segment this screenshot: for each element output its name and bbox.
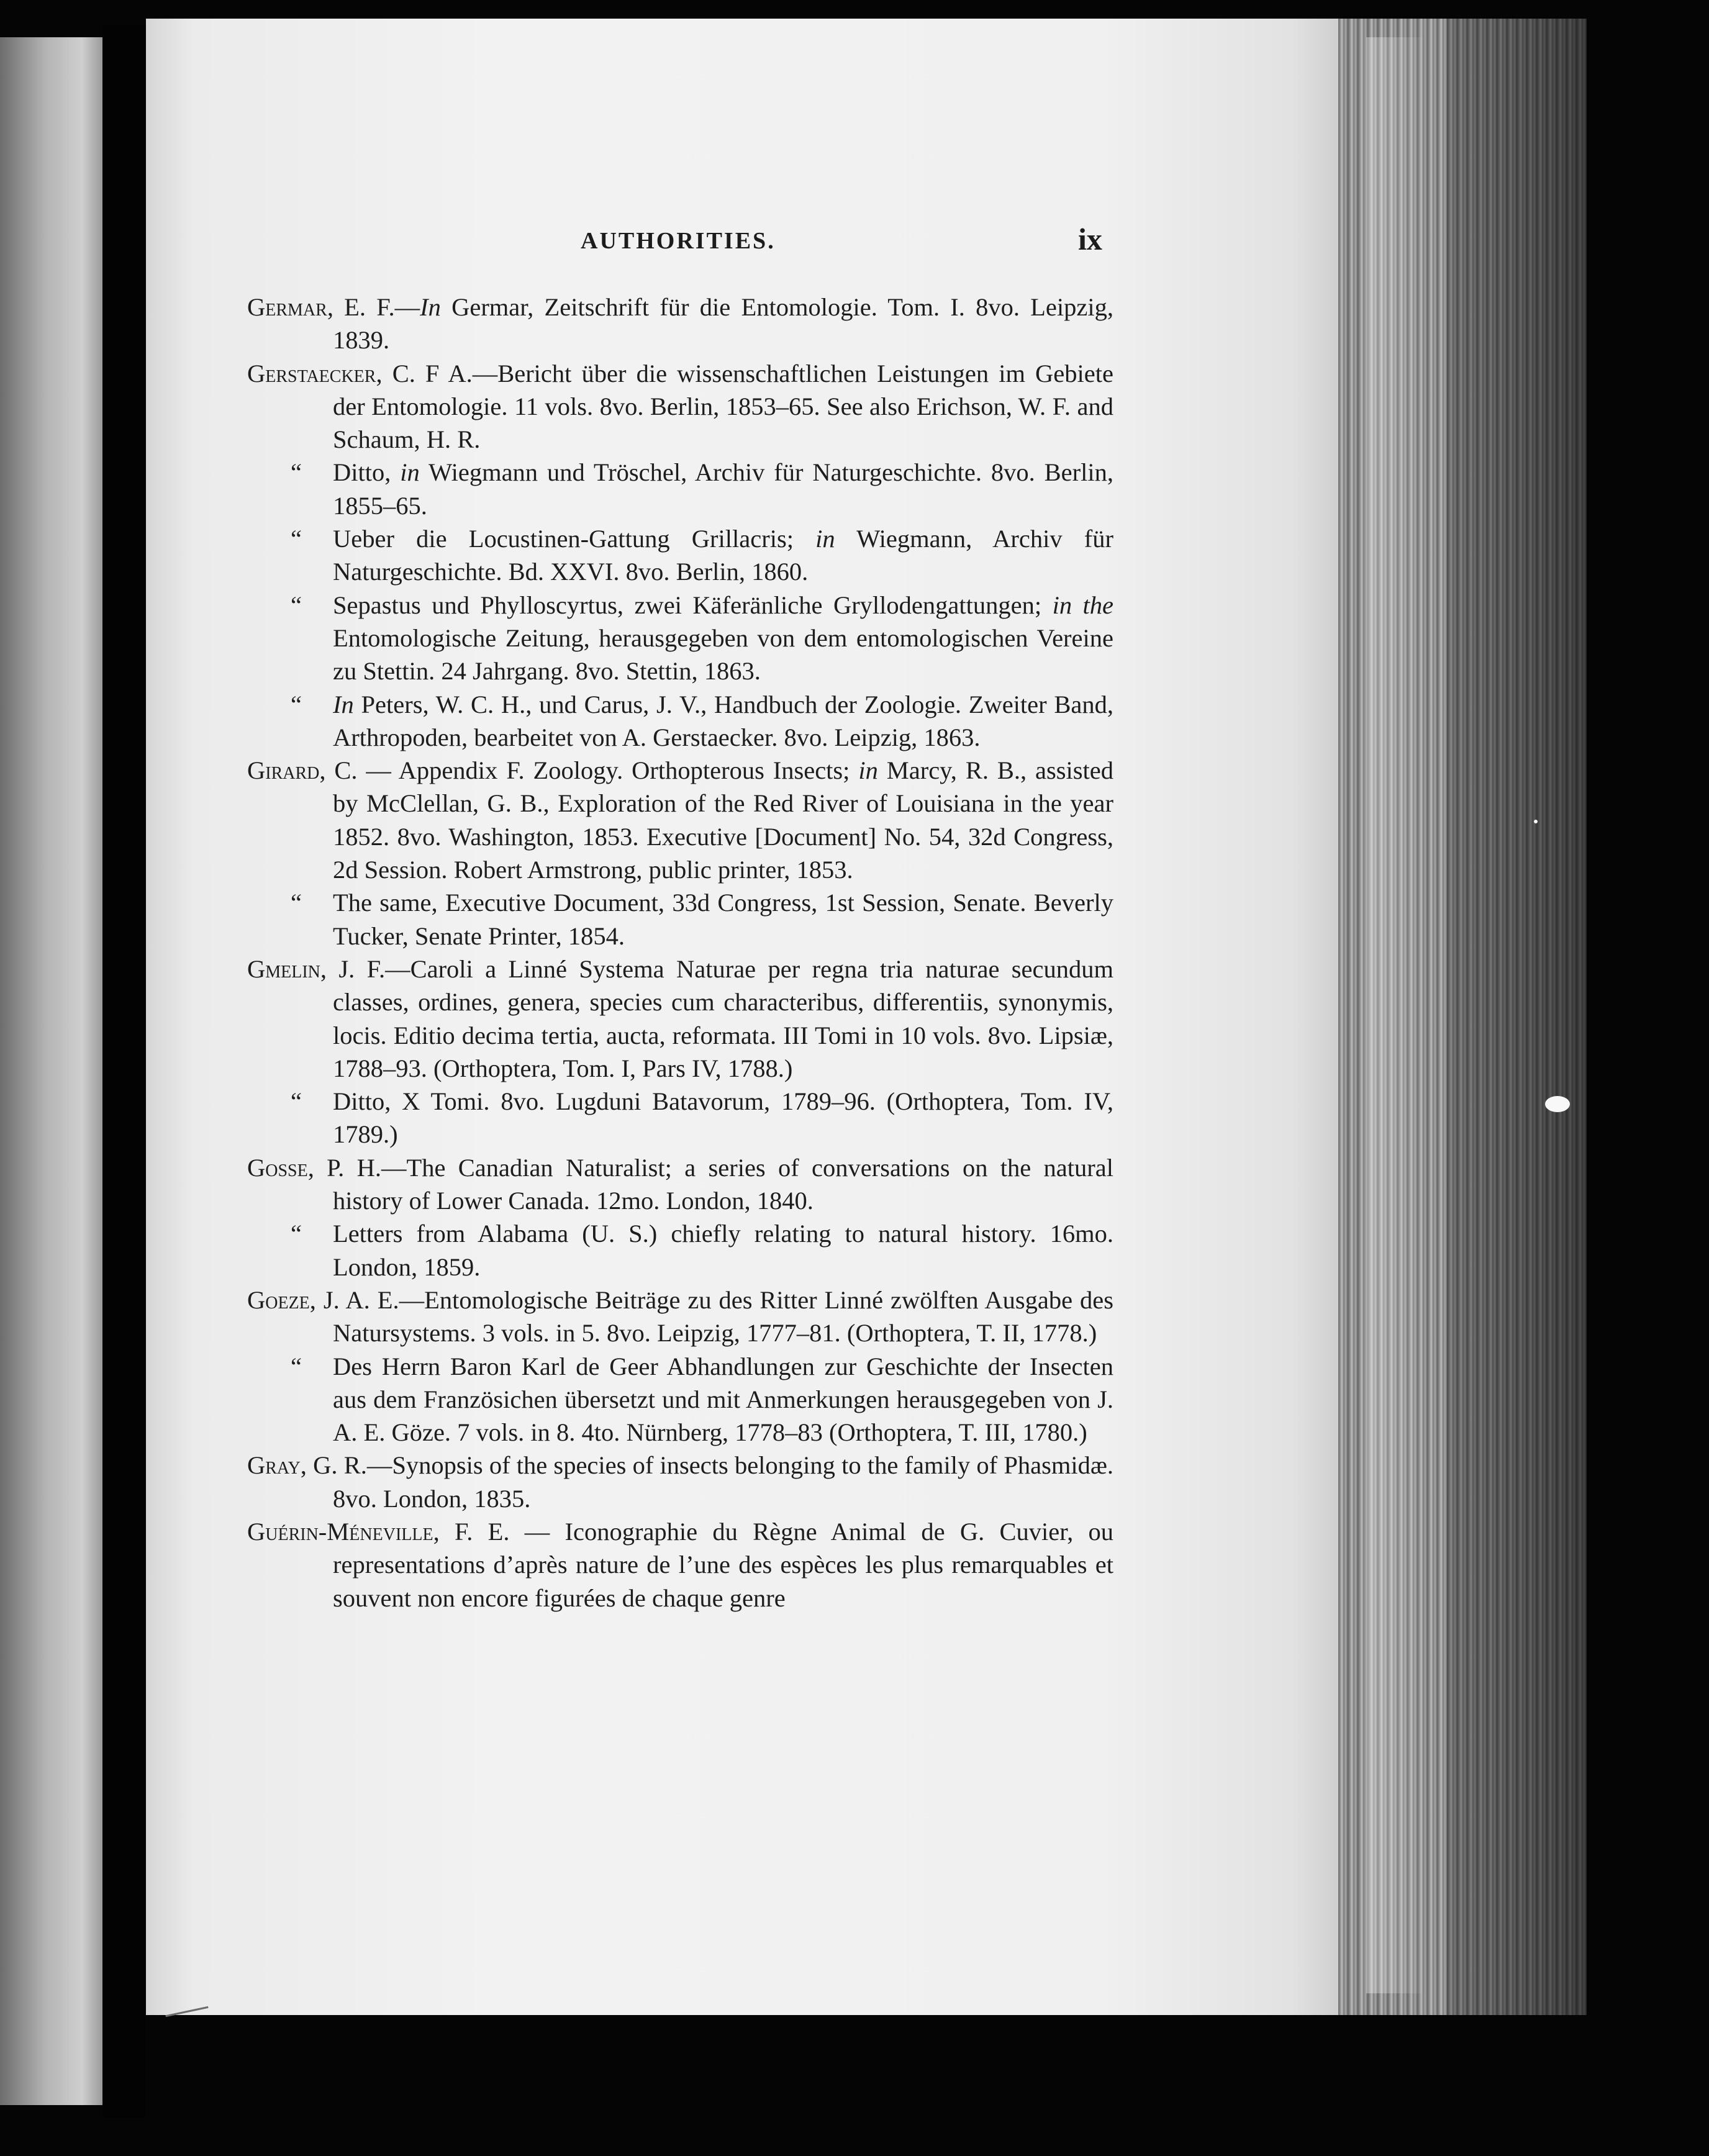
- entry-author: Gosse: [247, 1153, 308, 1182]
- entry-italic: in: [400, 458, 420, 487]
- entry-author: Guérin-Méneville: [247, 1517, 433, 1546]
- entry-text: Caroli a Linné Systema Naturae per regna tria naturae secundum classes, ordines, genera, species cum characteribus, differentiis, synonymis, locis. Editio decima tertia, aucta, reformata. III Tomi in 10 vols. 8vo. Lipsiæ, 1788–93. (Orthoptera, Tom. I, Pars IV, 1788.): [333, 954, 1114, 1082]
- entry-text: The same, Executive Document, 33d Congress, 1st Session, Senate. Beverly Tucker, Senate Printer, 1854.: [333, 889, 1113, 950]
- entry-author: Germar: [247, 293, 327, 321]
- entry-gerstaecker: [247, 357, 1113, 456]
- entry-text: Synopsis of the species of insects belonging to the family of Phasmidæ. 8vo. London, 1835.: [333, 1451, 1113, 1513]
- entry-gmelin: [247, 953, 1113, 1085]
- entry-author: Gerstaecker: [247, 359, 376, 387]
- entry-text: Iconographie du Règne Animal de G. Cuvier, ou representations d’après nature de l’une des espèces les plus remarquables et souvent non encore figurées de chaque genre: [333, 1517, 1113, 1612]
- entry-author: Goeze: [247, 1285, 310, 1314]
- ditto-mark: “: [291, 1220, 302, 1248]
- entry-text-pre: Sepastus und Phylloscyrtus, zwei Käferänliche Gryllodengattungen;: [333, 591, 1053, 619]
- entry-guerin-meneville: [247, 1515, 1113, 1615]
- entry-italic: in the: [1052, 591, 1113, 619]
- entry-text: Wiegmann, Archiv für Naturgeschichte. Bd. XXVI. 8vo. Berlin, 1860.: [333, 525, 1114, 586]
- entry-text: Bericht über die wissenschaftlichen Leistungen im Gebiete der Entomologie. 11 vols. 8vo. Berlin, 1853–65. See also Erichson, W. F. and Schaum, H. R.: [333, 359, 1113, 454]
- entry-text-pre: Ditto,: [333, 458, 401, 487]
- entry-gmelin-ditto-1: [247, 1085, 1113, 1151]
- entry-text: Letters from Alabama (U. S.) chiefly relating to natural history. 16mo. London, 1859.: [333, 1220, 1113, 1281]
- entry-text: Marcy, R. B., assisted by McClellan, G. B., Exploration of the Red River of Louisiana in the year 1852. 8vo. Washington, 1853. Executive [Document] No. 54, 32d Congress, 2d Session. Robert Armstrong, public printer, 1853.: [333, 756, 1113, 884]
- entry-author-initials: , E. F.—: [327, 293, 420, 321]
- book-gutter: [102, 25, 146, 2118]
- ditto-mark: “: [291, 1087, 302, 1116]
- entry-italic: In: [420, 293, 441, 321]
- authorities-list: [247, 291, 1113, 1615]
- entry-author-initials: , F. E. —: [433, 1517, 565, 1546]
- entry-author: Girard: [247, 756, 320, 785]
- entry-author-initials: , P. H.—: [307, 1153, 407, 1182]
- ditto-mark: “: [291, 458, 302, 487]
- entry-text: Entomologische Beiträge zu des Ritter Linné zwölften Ausgabe des Natursystems. 3 vols. in 5. 8vo. Leipzig, 1777–81. (Orthoptera, T. II, 1778.): [333, 1285, 1113, 1348]
- entry-text: Ditto, X Tomi. 8vo. Lugduni Batavorum, 1789–96. (Orthoptera, Tom. IV, 1789.): [333, 1087, 1113, 1149]
- ditto-mark: “: [291, 889, 302, 917]
- entry-author: Gmelin: [247, 954, 320, 983]
- entry-text-pre: Ueber die Locustinen-Gattung Grillacris;: [333, 525, 816, 553]
- entry-girard: [247, 754, 1113, 886]
- page-edges-highlight: [1366, 37, 1422, 1993]
- entry-author-initials: , J. A. E.—: [309, 1285, 425, 1314]
- entry-gray: [247, 1449, 1113, 1515]
- entry-gerstaecker-ditto-1: [247, 456, 1113, 522]
- entry-author-initials: , C. F A.—: [376, 359, 498, 387]
- left-page-edge: [0, 37, 102, 2105]
- ditto-mark: “: [291, 591, 302, 619]
- entry-text: The Canadian Naturalist; a series of conversations on the natural history of Lower Canada. 12mo. London, 1840.: [333, 1153, 1113, 1215]
- entry-italic: in: [858, 756, 878, 785]
- scan-speck: [1534, 820, 1538, 823]
- ditto-mark: “: [291, 525, 302, 553]
- entry-italic: in: [815, 525, 835, 553]
- entry-gerstaecker-ditto-4: [247, 688, 1113, 754]
- entry-text: Wiegmann und Tröschel, Archiv für Naturgeschichte. 8vo. Berlin, 1855–65.: [333, 458, 1113, 520]
- entry-gosse-ditto-1: [247, 1217, 1113, 1284]
- entry-author-initials: , C. —: [319, 756, 399, 785]
- entry-goeze: [247, 1284, 1113, 1350]
- entry-gerstaecker-ditto-3: [247, 589, 1113, 688]
- entry-text: Germar, Zeitschrift für die Entomologie. Tom. I. 8vo. Leipzig, 1839.: [333, 293, 1113, 355]
- page-number: ix: [1078, 222, 1102, 256]
- entry-germar: [247, 291, 1113, 357]
- entry-text: Des Herrn Baron Karl de Geer Abhandlungen zur Geschichte der Insecten aus dem Französichen übersetzt und mit Anmerkungen herausgegeben von J. A. E. Göze. 7 vols. in 8. 4to. Nürnberg, 1778–83 (Orthoptera, T. III, 1780.): [333, 1352, 1113, 1447]
- entry-goeze-ditto-1: [247, 1350, 1113, 1449]
- ditto-mark: “: [291, 1352, 302, 1380]
- entry-italic: In: [333, 690, 354, 718]
- entry-author-initials: , G. R.—: [300, 1451, 392, 1480]
- ditto-mark: “: [291, 690, 302, 718]
- page-edges-shadow: [1447, 19, 1587, 2015]
- scan-speck: [1545, 1096, 1570, 1112]
- entry-girard-ditto-1: [247, 886, 1113, 953]
- running-head: AUTHORITIES.: [581, 228, 776, 254]
- entry-text: Peters, W. C. H., und Carus, J. V., Handbuch der Zoologie. Zweiter Band, Arthropoden, bearbeitet von A. Gerstaecker. 8vo. Leipzig, 1863.: [333, 690, 1113, 751]
- entry-gosse: [247, 1151, 1113, 1218]
- entry-author: Gray: [247, 1451, 301, 1480]
- entry-text-pre: Appendix F. Zoology. Orthopterous Insects;: [398, 756, 859, 785]
- entry-gerstaecker-ditto-2: [247, 522, 1113, 589]
- entry-text: Entomologische Zeitung, herausgegeben von dem entomologischen Vereine zu Stettin. 24 Jahrgang. 8vo. Stettin, 1863.: [333, 623, 1113, 686]
- entry-author-initials: , J. F.—: [320, 954, 410, 983]
